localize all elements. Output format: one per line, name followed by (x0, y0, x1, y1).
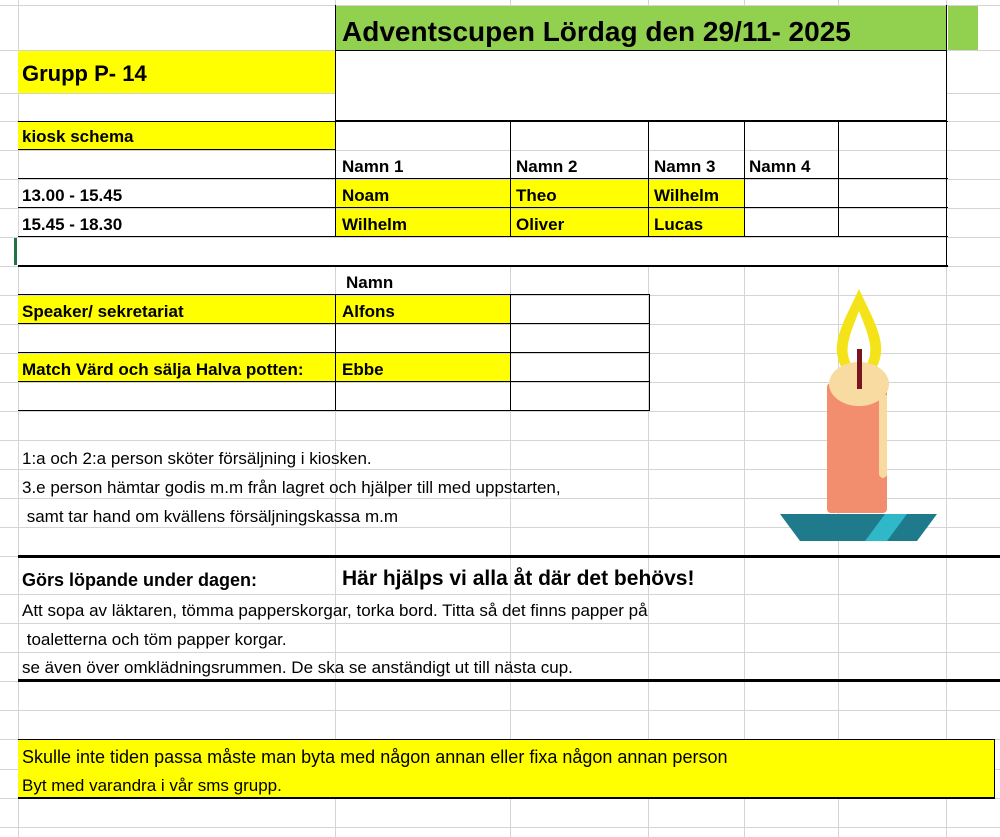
ongoing-line: Att sopa av läktaren, tömma papperskorgar, torka bord. Titta så det finns papper på (22, 601, 648, 620)
kiosk-cell[interactable]: Lucas (654, 215, 704, 234)
kiosk-cell[interactable]: Wilhelm (654, 186, 720, 205)
kiosk-cell[interactable]: Oliver (516, 215, 565, 234)
kiosk-header-3: Namn 3 (654, 157, 716, 176)
host-name[interactable]: Ebbe (342, 360, 384, 379)
note-line: 3.e person hämtar godis m.m från lagret och hjälper till med uppstarten, (22, 478, 561, 497)
speaker-name[interactable]: Alfons (342, 302, 395, 321)
kiosk-time-1: 13.00 - 15.45 (22, 186, 123, 205)
host-label: Match Värd och sälja Halva potten: (22, 360, 304, 379)
kiosk-cell[interactable]: Wilhelm (342, 215, 408, 234)
kiosk-header-2: Namn 2 (516, 157, 578, 176)
ongoing-heading: Här hjälps vi alla åt där det behövs! (342, 567, 695, 590)
speaker-label: Speaker/ sekretariat (22, 302, 184, 321)
kiosk-label: kiosk schema (22, 127, 134, 146)
candle-holder (780, 514, 937, 541)
note-line: samt tar hand om kvällens försäljningskassa m.m (22, 507, 399, 526)
footer-line-1: Skulle inte tiden passa måste man byta med någon annan eller fixa någon annan person (22, 747, 728, 767)
page-title: Adventscupen Lördag den 29/11- 2025 (342, 16, 851, 47)
ongoing-label: Görs löpande under dagen: (22, 570, 258, 590)
kiosk-header-1: Namn 1 (342, 157, 404, 176)
footer-line-2: Byt med varandra i vår sms grupp. (22, 776, 282, 795)
group-label: Grupp P- 14 (22, 61, 147, 86)
wick (857, 349, 862, 389)
kiosk-cell[interactable]: Noam (342, 186, 390, 205)
candle-icon (775, 285, 945, 545)
note-line: 1:a och 2:a person sköter försäljning i kiosken. (22, 449, 372, 468)
kiosk-cell[interactable]: Theo (516, 186, 557, 205)
roles-header: Namn (346, 273, 394, 292)
ongoing-line: se även över omklädningsrummen. De ska se anständigt ut till nästa cup. (22, 658, 573, 677)
kiosk-time-2: 15.45 - 18.30 (22, 215, 123, 234)
kiosk-header-4: Namn 4 (749, 157, 811, 176)
ongoing-line: toaletterna och töm papper korgar. (22, 630, 287, 649)
